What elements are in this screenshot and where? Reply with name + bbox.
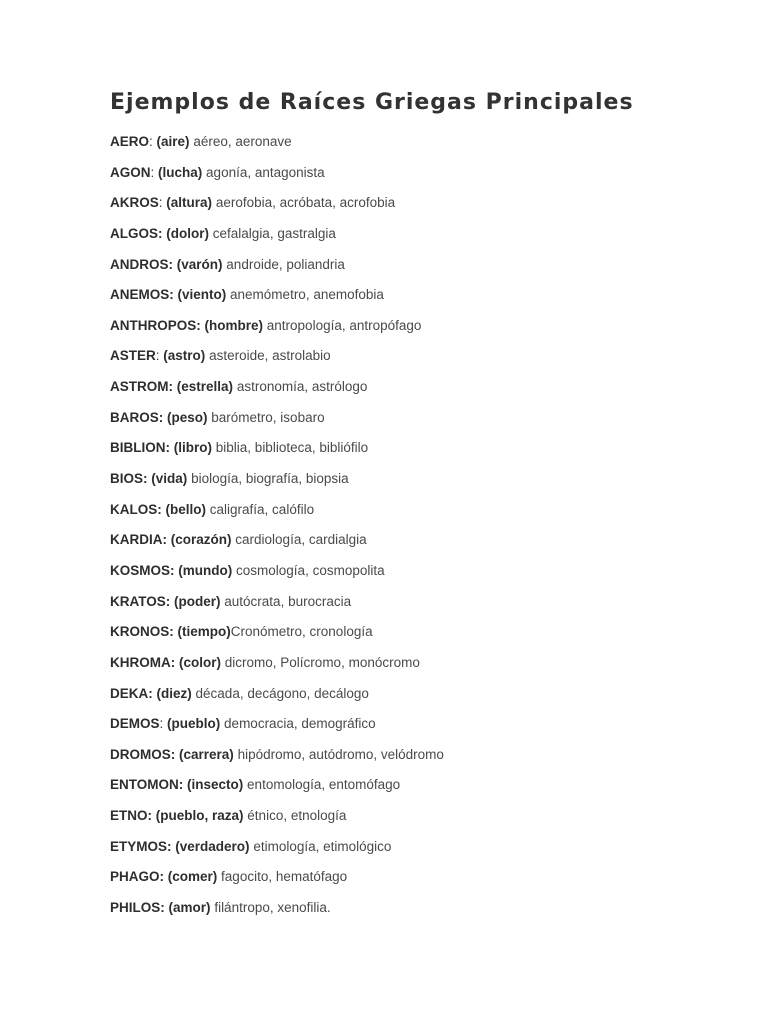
root-meaning: (vida) — [151, 471, 188, 487]
root-term: AERO — [110, 134, 150, 149]
root-examples: autócrata, burocracia — [224, 593, 352, 609]
root-term: AGON — [110, 164, 151, 180]
root-examples: astronomía, astrólogo — [236, 379, 368, 395]
root-examples: cardiología, cardialgia — [235, 532, 367, 548]
root-entry — [110, 131, 444, 162]
root-term: BIBLION: — [110, 440, 170, 456]
root-examples: democracia, demográfico — [224, 716, 376, 732]
root-term: KOSMOS: — [110, 562, 175, 578]
root-entry — [110, 560, 444, 591]
root-entry — [110, 683, 444, 714]
root-examples: década, decágono, decálogo — [195, 685, 369, 701]
root-entry — [110, 345, 444, 376]
root-examples: asteroide, astrolabio — [209, 348, 331, 364]
root-examples: aerofobia, acróbata, acrofobia — [215, 195, 396, 211]
root-examples: caligrafía, calófilo — [209, 501, 315, 517]
root-meaning: (lucha) — [158, 164, 203, 180]
root-examples: hipódromo, autódromo, velódromo — [237, 746, 444, 762]
root-examples: cosmología, cosmopolita — [236, 562, 385, 578]
root-entry — [110, 897, 444, 928]
root-examples: Cronómetro, cronología — [230, 624, 373, 640]
root-examples: aéreo, aeronave — [193, 134, 292, 149]
root-meaning: (altura) — [166, 195, 213, 211]
root-meaning: (color) — [179, 654, 222, 670]
root-term: KRATOS: — [110, 593, 171, 609]
root-term: DROMOS: — [110, 746, 176, 762]
root-entry — [110, 315, 444, 346]
root-entry — [110, 376, 444, 407]
root-meaning: (amor) — [168, 900, 211, 916]
root-entry — [110, 407, 444, 438]
root-entry — [110, 866, 444, 897]
root-examples: agonía, antagonista — [206, 164, 325, 180]
root-meaning: (comer) — [167, 869, 218, 885]
root-entry — [110, 652, 444, 683]
entry-separator: : — [155, 348, 164, 364]
root-meaning: (insecto) — [187, 777, 244, 793]
root-examples: antropología, antropófago — [266, 317, 422, 333]
root-meaning: (tiempo) — [177, 624, 231, 640]
root-term: KALOS: — [110, 501, 162, 517]
entry-separator: : — [159, 716, 168, 732]
root-meaning: (mundo) — [178, 562, 233, 578]
root-term: ETNO: — [110, 808, 152, 824]
root-entry — [110, 254, 444, 285]
root-term: ANTHROPOS: — [110, 317, 201, 333]
root-meaning: (pueblo) — [167, 716, 221, 732]
root-entry — [110, 529, 444, 560]
root-term: BAROS: — [110, 409, 164, 425]
root-entry — [110, 468, 444, 499]
document-title: Ejemplos de Raíces Griegas Principales — [110, 90, 634, 115]
root-examples: filántropo, xenofilia. — [214, 900, 331, 916]
root-term: KARDIA: — [110, 532, 167, 548]
root-examples: biblia, biblioteca, bibliófilo — [215, 440, 369, 456]
root-entry — [110, 805, 444, 836]
root-entry — [110, 162, 444, 193]
root-term: BIOS: — [110, 471, 148, 487]
root-meaning: (bello) — [165, 501, 207, 517]
root-meaning: (astro) — [163, 348, 206, 364]
root-examples: entomología, entomófago — [247, 777, 401, 793]
root-term: PHILOS: — [110, 900, 165, 916]
root-entry — [110, 774, 444, 805]
root-term: AKROS — [110, 195, 159, 211]
root-term: ENTOMON: — [110, 777, 184, 793]
root-entry — [110, 744, 444, 775]
root-term: ALGOS: — [110, 225, 163, 241]
document-page — [110, 86, 730, 916]
root-term: ANEMOS: — [110, 287, 174, 303]
root-meaning: (pueblo, raza) — [155, 808, 244, 824]
root-meaning: (libro) — [173, 440, 213, 456]
root-term: KRONOS: — [110, 624, 174, 640]
root-term: ASTROM: — [110, 379, 173, 395]
root-examples: barómetro, isobaro — [211, 409, 325, 425]
root-term: KHROMA: — [110, 654, 176, 670]
root-examples: dicromo, Polícromo, monócromo — [224, 654, 420, 670]
root-examples: androide, poliandria — [226, 256, 345, 272]
root-entry — [110, 192, 444, 223]
root-term: ANDROS: — [110, 256, 173, 272]
root-meaning: (varón) — [176, 256, 223, 272]
root-entry — [110, 713, 444, 744]
root-term: PHAGO: — [110, 869, 164, 885]
root-examples: anemómetro, anemofobia — [230, 287, 384, 303]
root-meaning: (corazón) — [170, 532, 232, 548]
root-examples: biología, biografía, biopsia — [191, 471, 349, 487]
root-term: ASTER — [110, 348, 156, 364]
root-meaning: (poder) — [174, 593, 221, 609]
root-examples: fagocito, hematófago — [221, 869, 348, 885]
entry-separator: : — [150, 164, 159, 180]
root-term: DEMOS — [110, 716, 160, 732]
root-meaning: (hombre) — [204, 317, 264, 333]
entry-separator: : — [149, 134, 157, 149]
root-examples: étnico, etnología — [247, 808, 347, 824]
root-meaning: (carrera) — [179, 746, 234, 762]
root-meaning: (aire) — [156, 134, 190, 149]
root-entry — [110, 836, 444, 867]
root-entry — [110, 223, 444, 254]
root-entry — [110, 499, 444, 530]
root-entry — [110, 621, 444, 652]
root-meaning: (diez) — [156, 685, 192, 701]
root-term: DEKA: — [110, 685, 153, 701]
entry-separator: : — [158, 195, 167, 211]
root-meaning: (dolor) — [166, 225, 210, 241]
root-list — [110, 131, 444, 928]
root-examples: cefalalgia, gastralgia — [212, 225, 336, 241]
root-meaning: (verdadero) — [175, 838, 250, 854]
root-entry — [110, 437, 444, 468]
root-examples: etimología, etimológico — [253, 838, 392, 854]
root-entry — [110, 284, 444, 315]
root-term: ETYMOS: — [110, 838, 172, 854]
root-meaning: (estrella) — [176, 379, 234, 395]
root-entry — [110, 591, 444, 622]
root-meaning: (peso) — [167, 409, 208, 425]
root-meaning: (viento) — [177, 287, 227, 303]
